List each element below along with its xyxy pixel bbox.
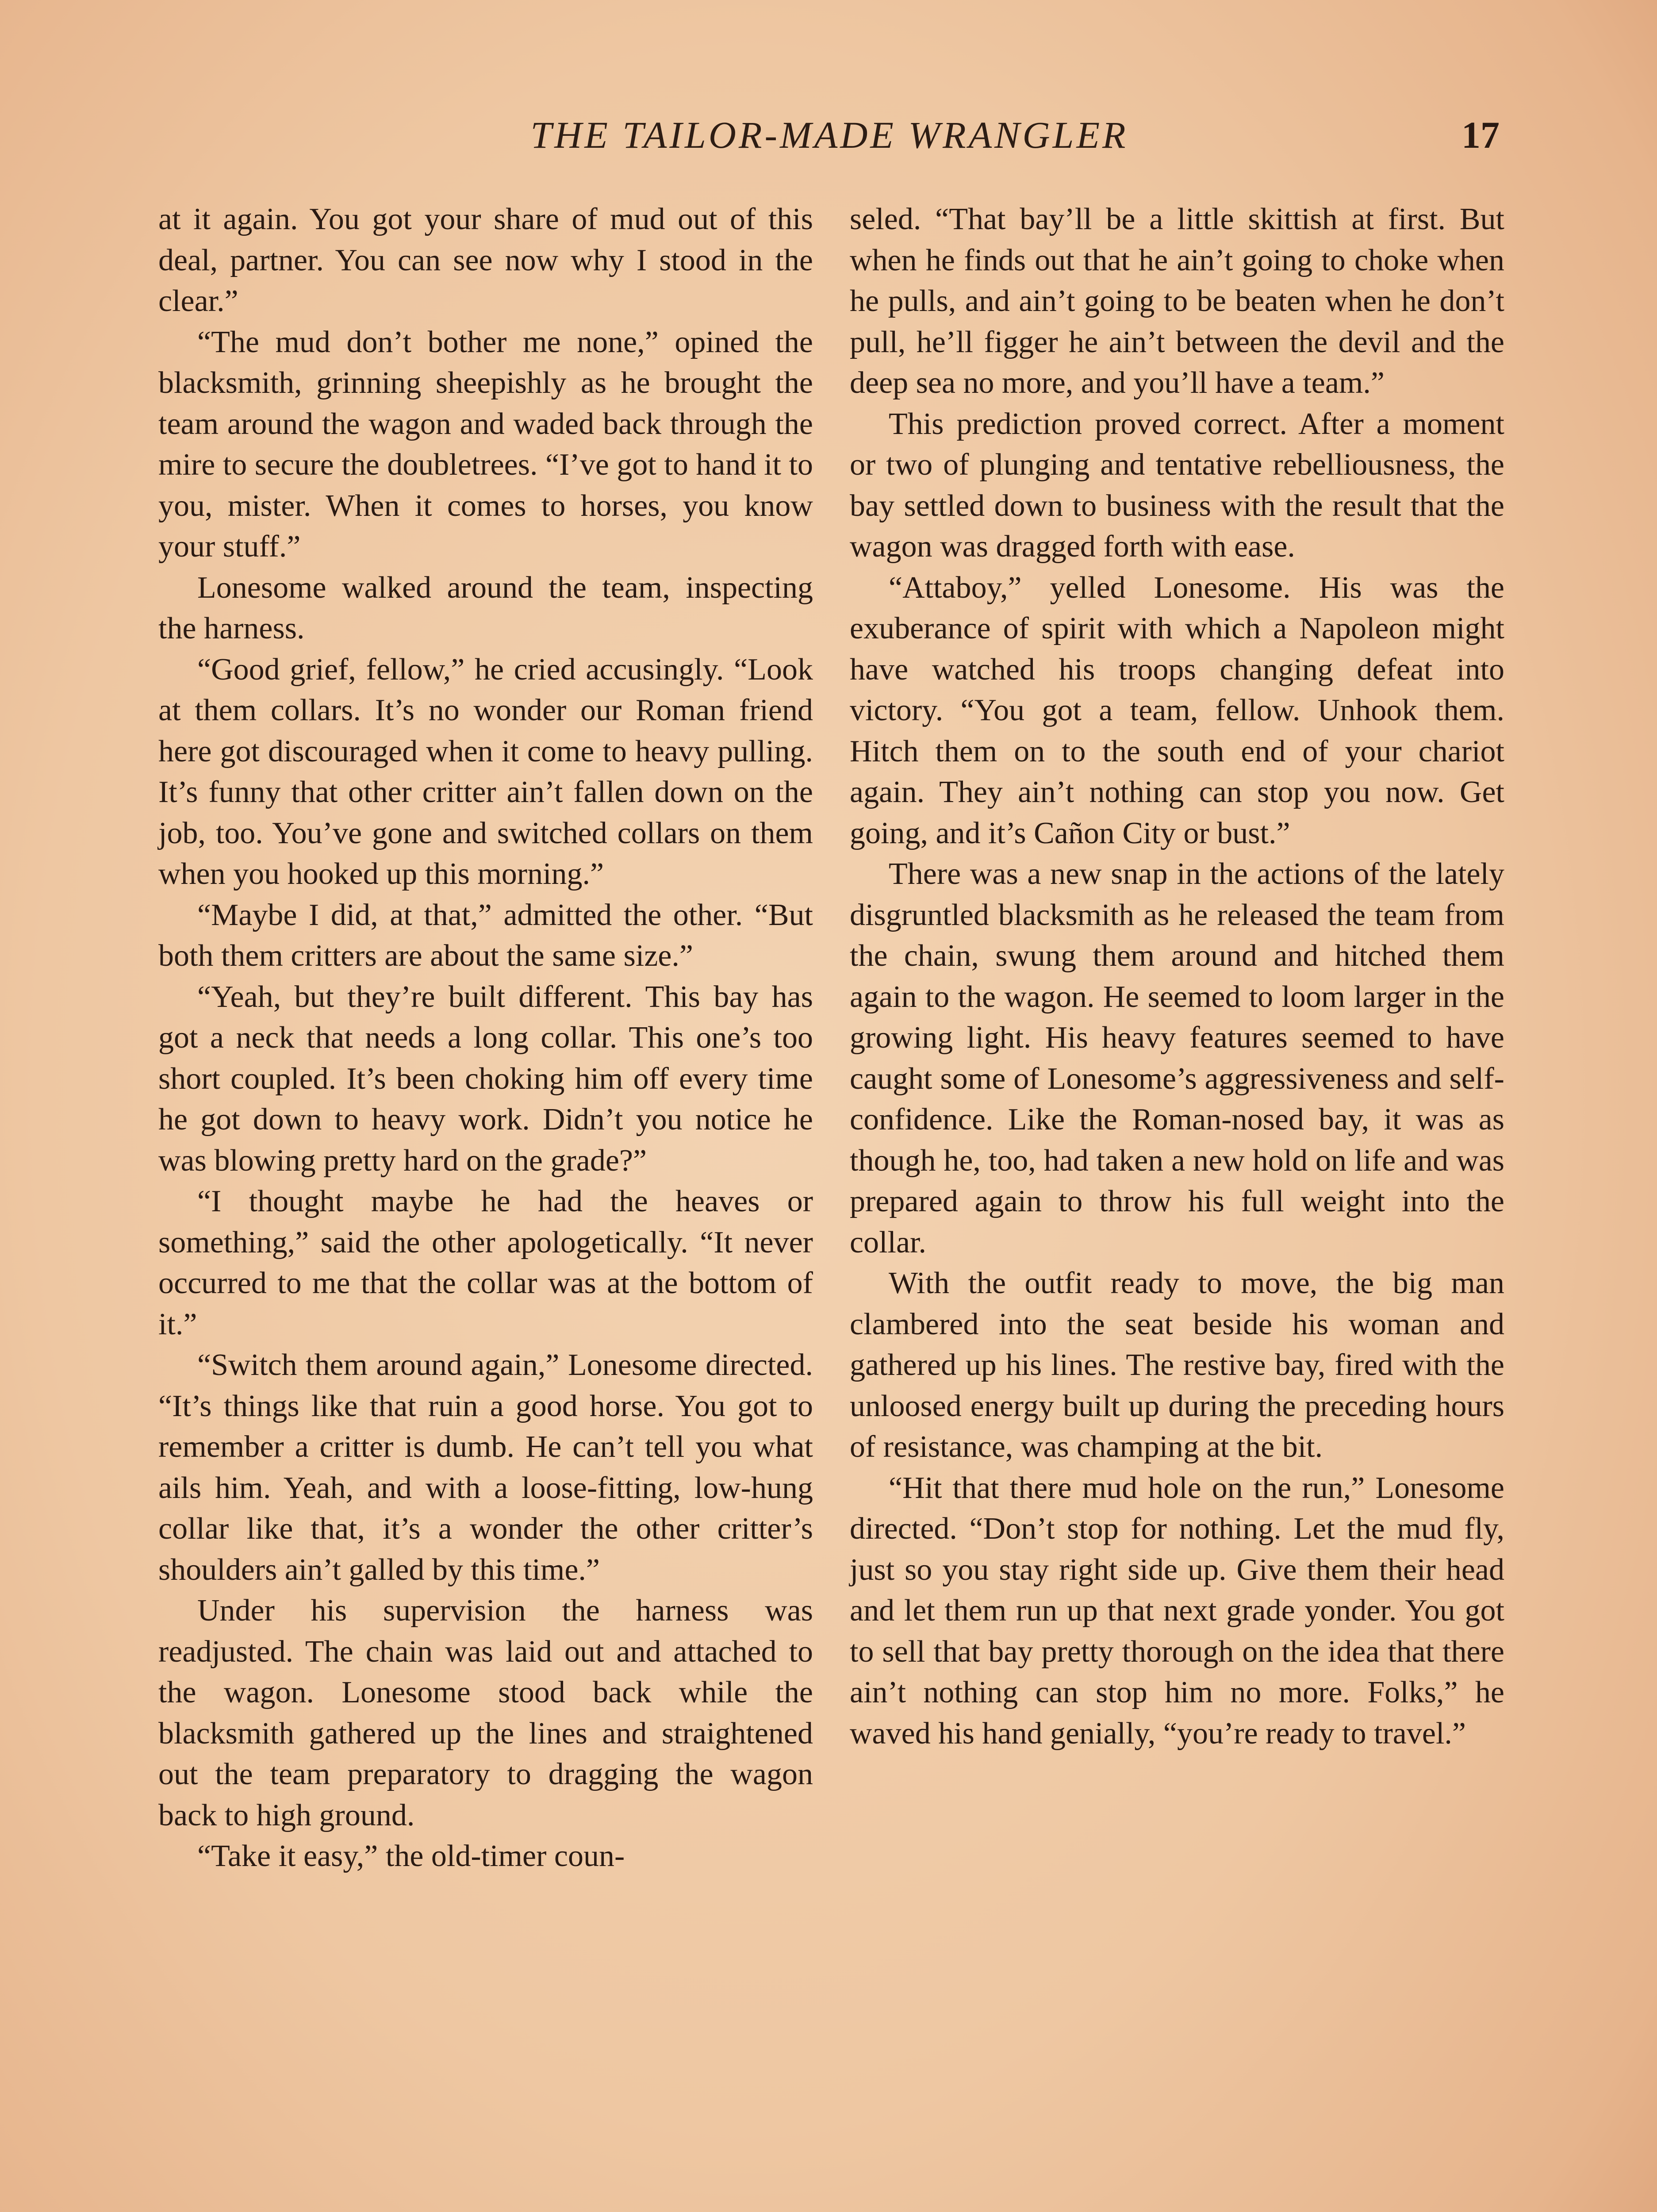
left-column (158, 199, 813, 1877)
paragraph: There was a new snap in the actions of the lately disgruntled blacksmith as he released the team from the chain, swung them around and hitched them again to the wagon. He seemed to loom larger in the growing light. His heavy features seemed to have caught some of Lonesome’s aggressiveness and self-confidence. Like the Roman-nosed bay, it was as though he, too, had taken a new hold on life and was prepared again to throw his full weight into the collar. (850, 857, 1504, 1260)
paragraph: seled. “That bay’ll be a little skittish at first. But when he finds out that he ain’t going to choke when he pulls, and ain’t going to be beaten when he don’t pull, he’ll figger he ain’t between the devil and the deep sea no more, and you’ll have a team.” (850, 202, 1504, 400)
paragraph: “Take it easy,” the old-timer coun- (197, 1839, 625, 1873)
running-title: THE TAILOR-MADE WRANGLER (530, 114, 1128, 156)
paragraph: Under his supervision the harness was readjusted. The chain was laid out and attached to the wagon. Lonesome stood back while the blacksmith gathered up the lines and straightened out the team preparatory to dragging the wagon back to high ground. (158, 1594, 813, 1832)
paragraph: “Good grief, fellow,” he cried accusingly. “Look at them collars. It’s no wonder our Roman friend here got discouraged when it come to heavy pulling. It’s funny that other critter ain’t fallen down on the job, too. You’ve gone and switched collars on them when you hooked up this morning.” (158, 652, 813, 891)
paragraph: “Yeah, but they’re built different. This bay has got a neck that needs a long collar. This one’s too short coupled. It’s been choking him off every time he got down to heavy work. Didn’t you notice he was blowing pretty hard on the grade?” (158, 979, 813, 1178)
page-number: 17 (1461, 114, 1500, 156)
paragraph: “Switch them around again,” Lonesome directed. “It’s things like that ruin a good horse. You got to remember a critter is dumb. He can’t tell you what ails him. Yeah, and with a loose-fitting, low-hung collar like that, it’s a wonder the other critter’s shoulders ain’t galled by this time.” (158, 1348, 813, 1587)
page-header (159, 113, 1500, 166)
paragraph: at it again. You got your share of mud out of this deal, partner. You can see now why I stood in the clear.” (158, 202, 813, 318)
paragraph: “I thought maybe he had the heaves or something,” said the other apologetically. “It never occurred to me that the collar was at the bottom of it.” (158, 1184, 813, 1341)
right-column (850, 199, 1504, 1754)
paragraph: “Maybe I did, at that,” admitted the other. “But both them critters are about the same size.” (158, 898, 813, 973)
paragraph: “Hit that there mud hole on the run,” Lonesome directed. “Don’t stop for nothing. Let the mud fly, just so you stay right side up. Give them their head and let them run up that next grade yonder. You got to sell that bay pretty thorough on the idea that there ain’t nothing can stop him no more. Folks,” he waved his hand genially, “you’re ready to travel.” (850, 1471, 1504, 1751)
paragraph: With the outfit ready to move, the big man clambered into the seat beside his woman and gathered up his lines. The restive bay, fired with the unloosed energy built up during the preceding hours of resistance, was champing at the bit. (850, 1266, 1504, 1464)
paragraph: “The mud don’t bother me none,” opined the blacksmith, grinning sheepishly as he brought the team around the wagon and waded back through the mire to secure the doubletrees. “I’ve got to hand it to you, mister. When it comes to horses, you know your stuff.” (158, 325, 813, 564)
paragraph: This prediction proved correct. After a moment or two of plunging and tentative rebelliousness, the bay settled down to business with the result that the wagon was dragged forth with ease. (850, 407, 1504, 564)
paragraph: Lonesome walked around the team, inspecting the harness. (158, 570, 813, 645)
paragraph: “Attaboy,” yelled Lonesome. His was the exuberance of spirit with which a Napoleon might have watched his troops changing defeat into victory. “You got a team, fellow. Unhook them. Hitch them on to the south end of your chariot again. They ain’t nothing can stop you now. Get going, and it’s Cañon City or bust.” (850, 570, 1504, 850)
